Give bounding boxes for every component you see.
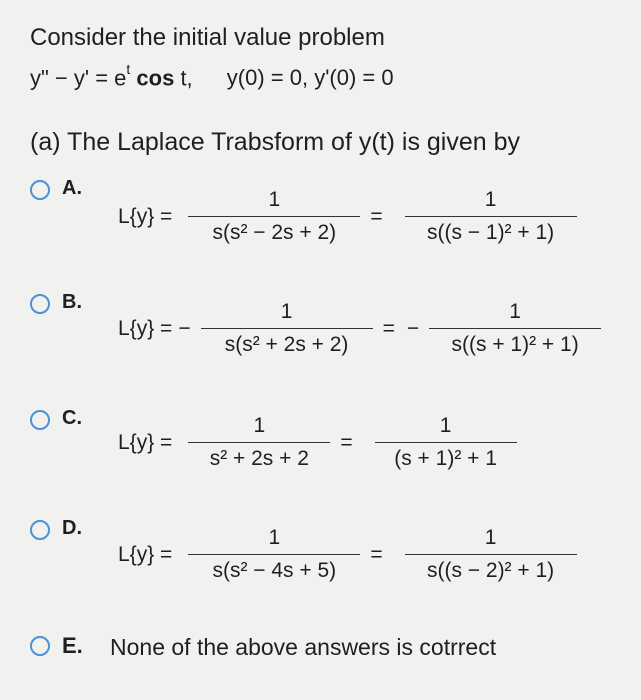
option-b-num2: 1 xyxy=(509,300,521,323)
option-c-equals: = xyxy=(340,430,353,454)
option-a-letter: A. xyxy=(62,177,82,199)
option-c-fraction2 xyxy=(375,414,517,471)
option-b-equals: = xyxy=(382,316,395,340)
option-d-letter: D. xyxy=(62,517,82,539)
equation-lhs: y" − y' = e xyxy=(30,65,127,91)
option-a-den2: s((s − 1)² + 1) xyxy=(405,216,577,245)
option-a-num2: 1 xyxy=(484,188,497,211)
option-d-den2: s((s − 2)² + 1) xyxy=(405,554,577,583)
option-b-fraction2 xyxy=(429,300,601,357)
option-c-num1: 1 xyxy=(253,414,266,437)
radio-option-c[interactable] xyxy=(30,410,50,430)
ivp-equation xyxy=(30,61,394,91)
radio-option-a[interactable] xyxy=(30,180,50,200)
option-a-fraction1 xyxy=(188,188,360,245)
option-c-fraction1 xyxy=(188,414,330,471)
option-b-num1: 1 xyxy=(280,300,293,323)
option-b-sign2: − xyxy=(406,316,420,340)
option-b-sign1: − xyxy=(178,316,191,340)
option-a-fraction2 xyxy=(405,188,577,245)
option-b-lhs: L{y} = xyxy=(118,316,173,340)
option-c-num2: 1 xyxy=(439,414,452,437)
option-e-letter: E. xyxy=(62,633,83,658)
option-d-den1: s(s² − 4s + 5) xyxy=(188,554,360,583)
option-a-equation xyxy=(118,188,581,245)
equation-exponent: t xyxy=(126,61,131,77)
option-a-lhs: L{y} = xyxy=(118,204,173,228)
option-d-num2: 1 xyxy=(484,526,497,549)
option-d-fraction1 xyxy=(188,526,360,583)
option-c-equation xyxy=(118,414,521,471)
option-b-letter: B. xyxy=(62,291,82,313)
radio-option-e[interactable] xyxy=(30,636,50,656)
option-c-den1: s² + 2s + 2 xyxy=(188,442,330,471)
part-a-prompt: (a) The Laplace Trabsform of y(t) is given by xyxy=(30,128,521,156)
option-c-letter: C. xyxy=(62,407,82,429)
problem-intro: Consider the initial value problem xyxy=(30,24,385,51)
option-d-lhs: L{y} = xyxy=(118,542,173,566)
option-d-fraction2 xyxy=(405,526,577,583)
initial-conditions: y(0) = 0, y'(0) = 0 xyxy=(226,65,394,91)
radio-option-d[interactable] xyxy=(30,520,50,540)
option-c-lhs: L{y} = xyxy=(118,430,173,454)
option-a-equals: = xyxy=(370,204,383,228)
option-b-fraction1 xyxy=(201,300,373,357)
option-d-equals: = xyxy=(370,542,383,566)
option-a-den1: s(s² − 2s + 2) xyxy=(188,216,360,245)
radio-option-b[interactable] xyxy=(30,294,50,314)
option-d-equation xyxy=(118,526,581,583)
option-e-text: None of the above answers is cotrrect xyxy=(110,634,497,660)
option-a-num1: 1 xyxy=(268,188,281,211)
equation-var: t, xyxy=(174,65,193,91)
option-b-equation xyxy=(118,300,605,357)
option-b-den2: s((s + 1)² + 1) xyxy=(429,328,601,357)
option-c-den2: (s + 1)² + 1 xyxy=(375,442,517,471)
option-d-num1: 1 xyxy=(268,526,281,549)
option-b-den1: s(s² + 2s + 2) xyxy=(201,328,373,357)
equation-cos: cos xyxy=(136,65,175,91)
